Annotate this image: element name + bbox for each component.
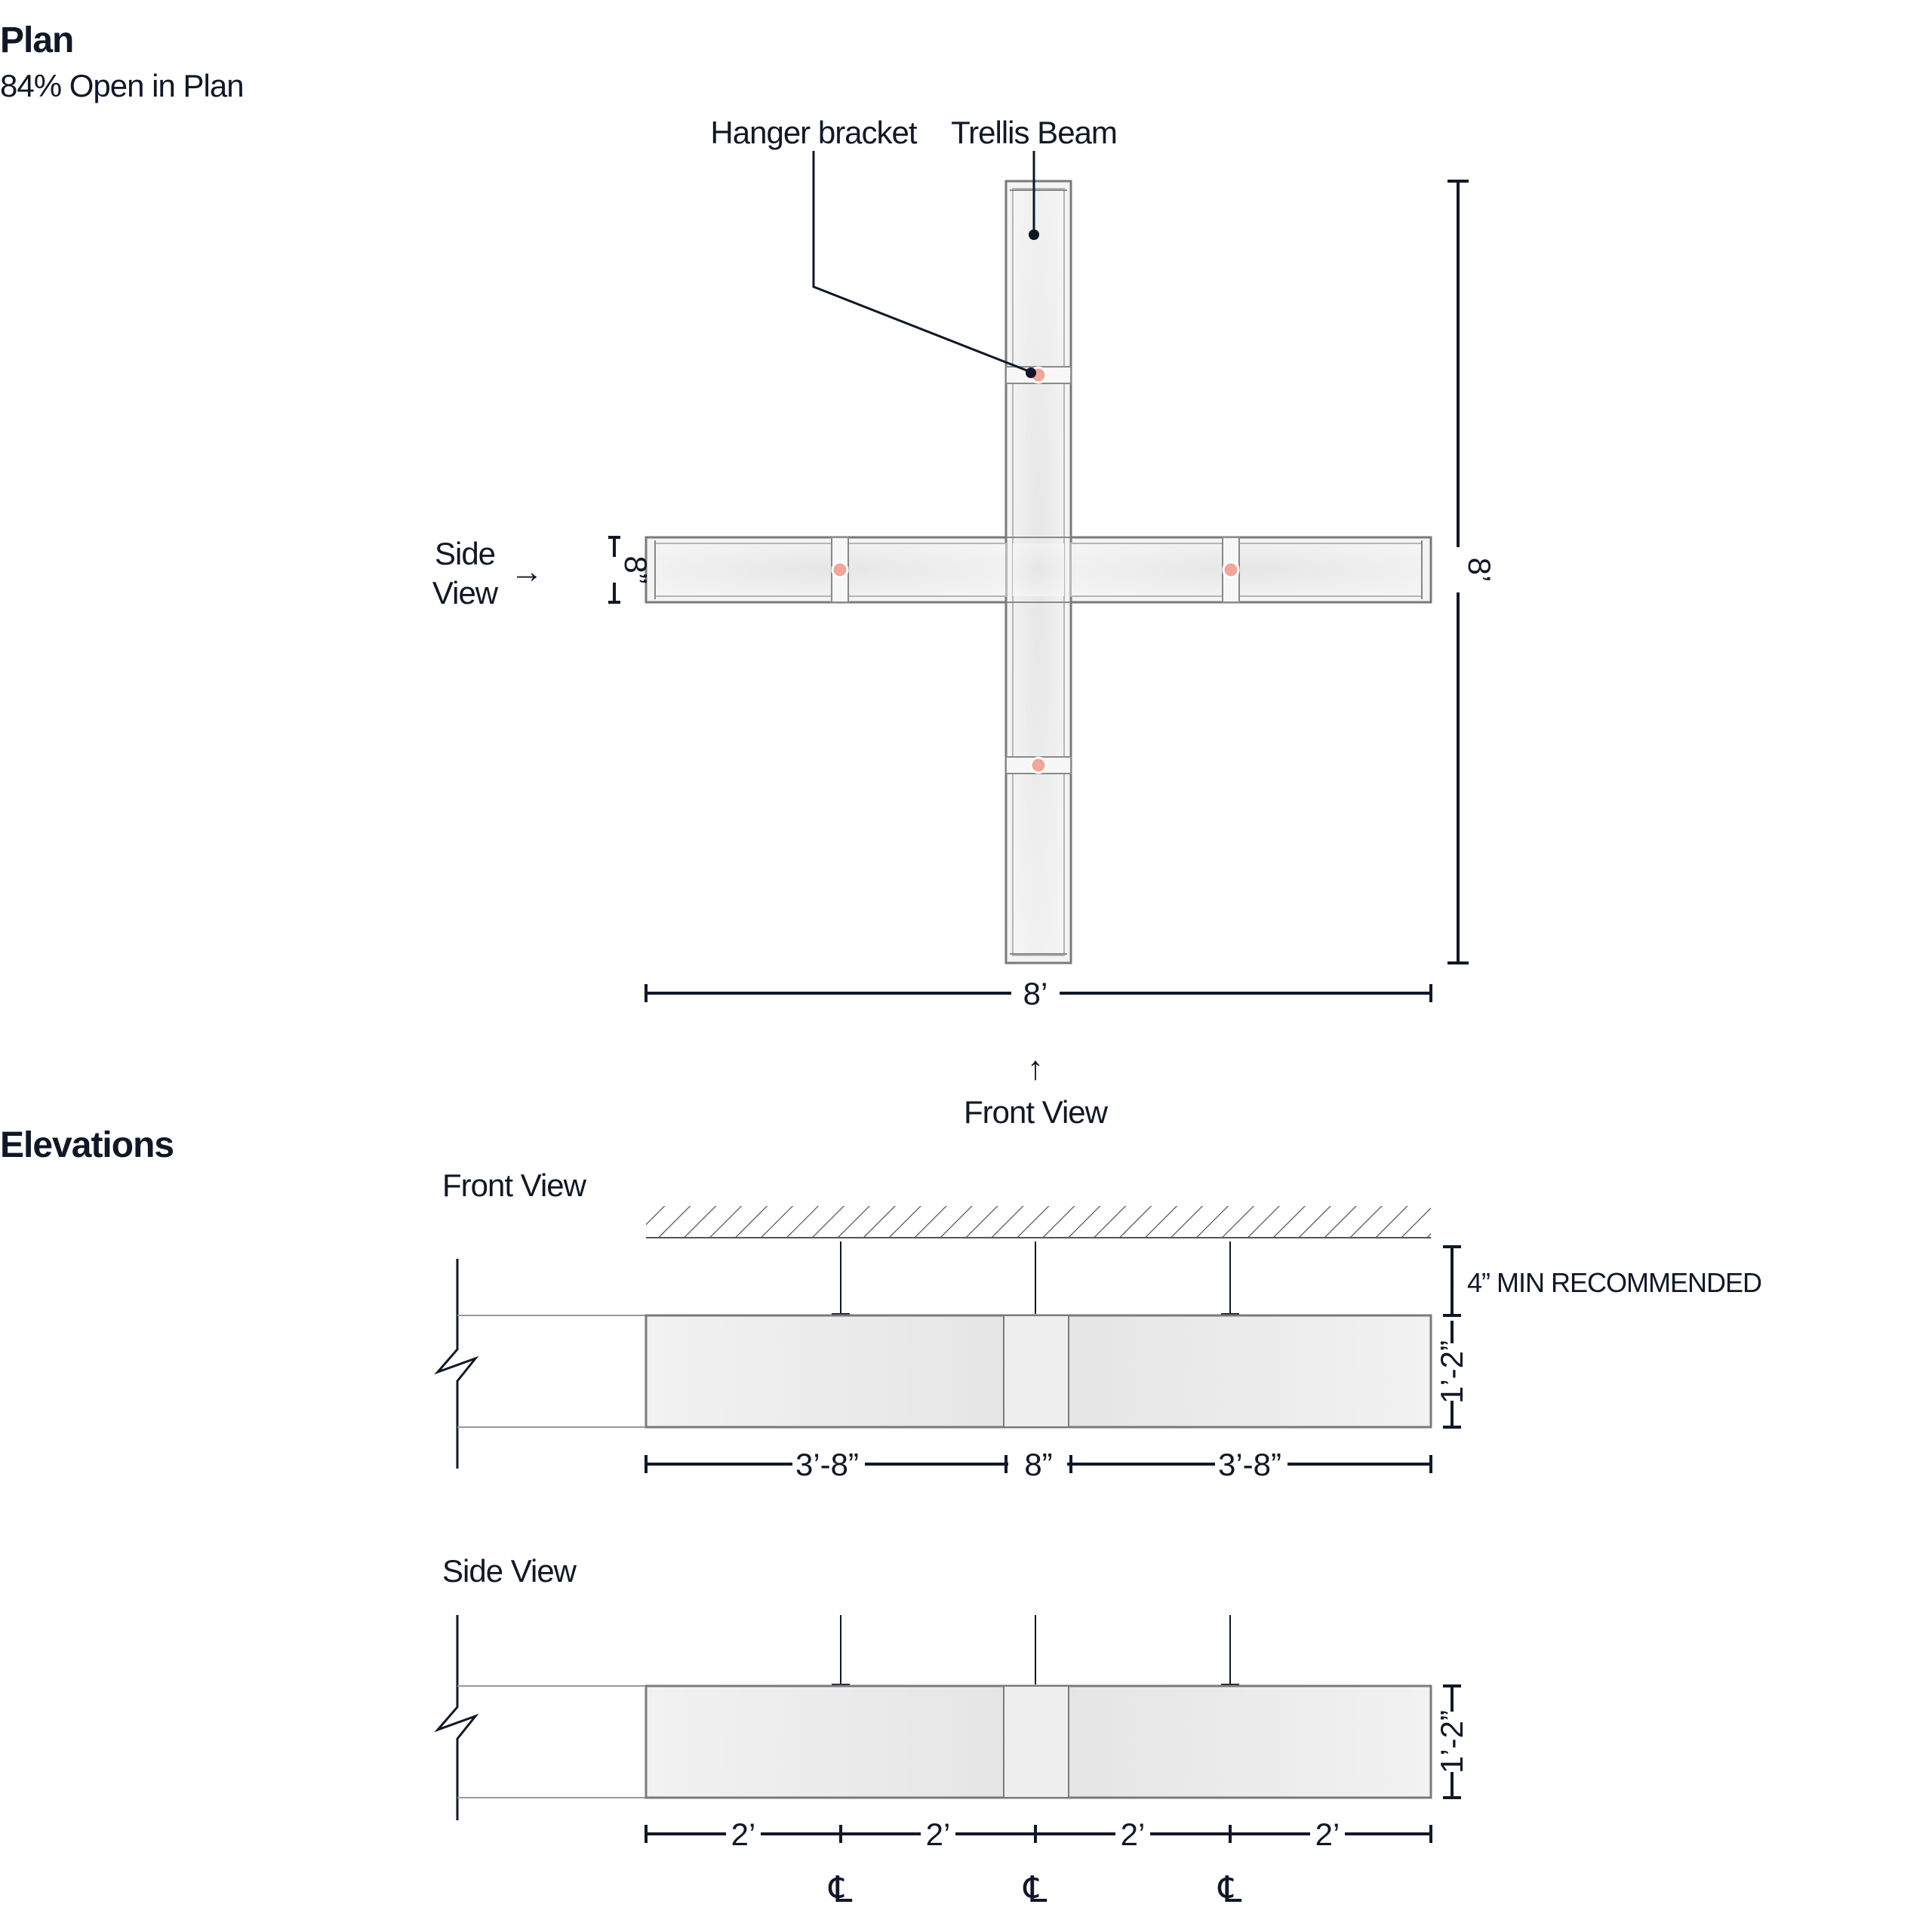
front-view-title: Front View <box>442 1168 586 1203</box>
hanger-dot <box>1223 562 1238 577</box>
plan-height-label: 8’ <box>1462 557 1497 583</box>
side-view-pointer-label-1: Side <box>434 536 496 571</box>
centerline-symbol: ℄ <box>1218 1870 1242 1910</box>
plan-heading: Plan <box>0 20 74 60</box>
plan-subheading: 84% Open in Plan <box>0 68 244 103</box>
front-segment-label-right: 3’-8” <box>1217 1447 1282 1482</box>
ceiling-hatch <box>646 1206 1431 1238</box>
side-segment-label-3: 2’ <box>1120 1817 1146 1852</box>
trellis-beam-label: Trellis Beam <box>951 115 1117 150</box>
clearance-label: 4” MIN RECOMMENDED <box>1467 1267 1762 1298</box>
side-view-title: Side View <box>442 1553 577 1589</box>
side-beam-junction <box>1004 1686 1069 1798</box>
side-segment-label-2: 2’ <box>925 1817 951 1852</box>
side-beam-height-label: 1’-2” <box>1434 1709 1469 1774</box>
front-view-pointer-label: Front View <box>964 1094 1107 1130</box>
front-view-elevation <box>438 1168 1761 1482</box>
side-hanger-rods <box>832 1615 1239 1684</box>
break-line <box>438 1259 475 1469</box>
callout-leaders <box>814 151 1034 372</box>
hanger-bracket-label: Hanger bracket <box>710 115 917 150</box>
hanger-dot <box>1031 758 1046 773</box>
clearance-dimension <box>1443 1247 1461 1315</box>
side-segment-label-1: 2’ <box>731 1817 756 1852</box>
plan-width-label: 8’ <box>1023 976 1048 1011</box>
elevations-heading: Elevations <box>0 1125 174 1165</box>
front-view-arrow: ↑ <box>1027 1050 1044 1087</box>
side-segment-label-4: 2’ <box>1315 1817 1340 1852</box>
side-view-pointer-label-2: View <box>432 575 498 611</box>
centerline-symbol: ℄ <box>1023 1870 1048 1910</box>
hanger-dot <box>832 562 848 577</box>
side-view-elevation <box>438 1553 1469 1910</box>
front-segment-label-middle: 8” <box>1024 1447 1053 1482</box>
horizontal-trellis-beam <box>646 537 1431 602</box>
hanger-rods <box>832 1241 1239 1314</box>
leader-dot <box>1026 368 1036 378</box>
beam-width-label: 8” <box>618 555 654 584</box>
side-break-line <box>438 1615 475 1820</box>
side-view-arrow: → <box>510 553 543 590</box>
front-beam-cross-section <box>1004 1315 1069 1427</box>
plan-drawing <box>432 115 1497 1130</box>
centerline-symbol: ℄ <box>829 1870 853 1910</box>
leader-dot <box>1029 229 1039 240</box>
front-segment-label-left: 3’-8” <box>795 1447 860 1482</box>
side-segment-dimensions <box>646 1825 1431 1843</box>
front-beam-height-label: 1’-2” <box>1434 1340 1469 1404</box>
